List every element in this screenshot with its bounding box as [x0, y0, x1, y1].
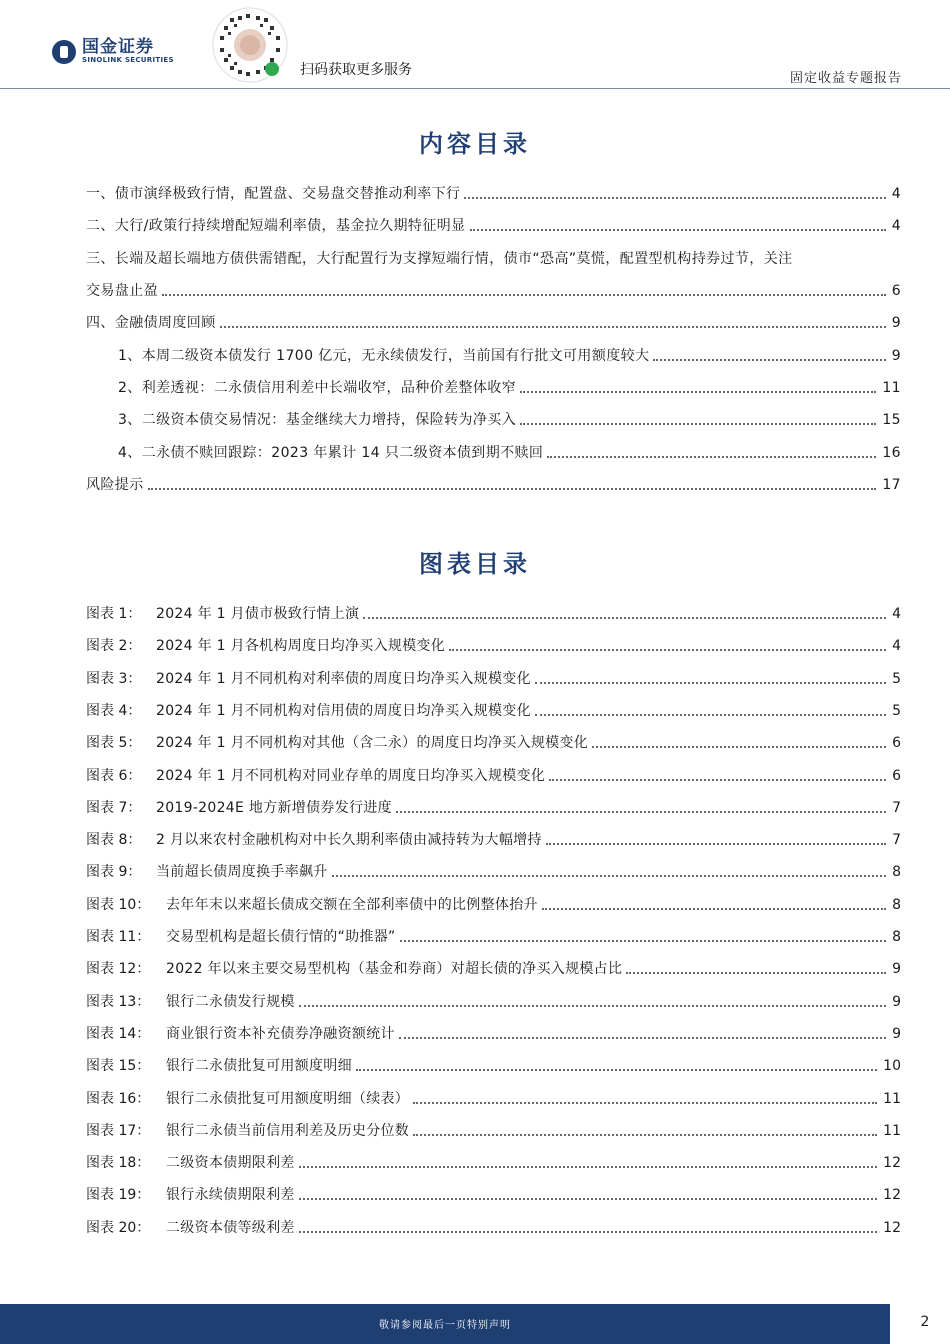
toc-item-page: 4: [891, 186, 901, 202]
dot-leader: [299, 1231, 877, 1233]
figure-label: 图表 16：: [86, 1091, 151, 1107]
figure-page: 8: [892, 864, 901, 880]
figure-label: 图表 20：: [86, 1220, 151, 1236]
figure-list-item[interactable]: [86, 862, 901, 882]
dot-leader: [520, 423, 876, 425]
figure-label: 图表 1：: [86, 606, 142, 622]
toc-item-page: 6: [891, 283, 901, 299]
toc-item-page: 17: [882, 477, 901, 493]
dot-leader: [396, 811, 886, 813]
toc-item[interactable]: [86, 216, 901, 236]
dot-leader: [299, 1166, 877, 1168]
figure-page: 4: [892, 638, 901, 654]
dot-leader: [299, 1198, 877, 1200]
dot-leader: [542, 908, 886, 910]
figure-label: 图表 14：: [86, 1026, 151, 1042]
logo-chinese-name: 国金证券: [82, 37, 154, 57]
figure-list-item[interactable]: [86, 1121, 901, 1141]
toc-item-text: 3、二级资本债交易情况：基金继续大力增持，保险转为净买入: [118, 412, 517, 428]
toc-item-page: 9: [891, 315, 901, 331]
figure-page: 6: [892, 768, 901, 784]
figure-label: 图表 15：: [86, 1058, 151, 1074]
figure-page: 9: [892, 961, 901, 977]
figure-title: 银行二永债批复可用额度明细（续表）: [166, 1091, 410, 1107]
figure-title: 银行二永债批复可用额度明细: [166, 1058, 352, 1074]
figure-list-item[interactable]: [86, 927, 901, 947]
figure-list-item[interactable]: [86, 733, 901, 753]
dot-leader: [464, 197, 885, 199]
figure-list-item[interactable]: [86, 798, 901, 818]
figure-page: 9: [892, 1026, 901, 1042]
figure-label: 图表 5：: [86, 735, 142, 751]
dot-leader: [332, 875, 886, 877]
figure-list-item[interactable]: [86, 604, 901, 624]
figure-page: 6: [892, 735, 901, 751]
qr-code-icon[interactable]: [210, 6, 290, 84]
figure-title: 交易型机构是超长债行情的“助推器”: [166, 929, 396, 945]
toc-item-page: 4: [891, 218, 901, 234]
figure-label: 图表 13：: [86, 994, 151, 1010]
figure-label: 图表 2：: [86, 638, 142, 654]
figure-page: 4: [892, 606, 901, 622]
toc-subitem[interactable]: [118, 378, 901, 398]
dot-leader: [299, 1005, 886, 1007]
figure-page: 12: [883, 1220, 901, 1236]
toc-item-text: 三、长端及超长端地方债供需错配，大行配置行为支撑短端行情，债市“恐高”莫慌，配置型机构持券过节，关注: [86, 251, 793, 267]
dot-leader: [547, 456, 876, 458]
footer-disclaimer: 敬请参阅最后一页特别声明: [379, 1320, 511, 1331]
figure-list-item[interactable]: [86, 1185, 901, 1205]
logo-english-name: SINOLINK SECURITIES: [82, 56, 174, 64]
figure-list-item[interactable]: [86, 1024, 901, 1044]
dot-leader: [413, 1102, 877, 1104]
toc-subitem[interactable]: [118, 410, 901, 430]
toc-item-page: 15: [882, 412, 901, 428]
figure-title: 二级资本债期限利差: [166, 1155, 295, 1171]
figure-label: 图表 11：: [86, 929, 151, 945]
toc-item-text: 一、债市演绎极致行情，配置盘、交易盘交替推动利率下行: [86, 186, 461, 202]
toc-item-text: 四、金融债周度回顾: [86, 315, 216, 331]
figure-list-item[interactable]: [86, 959, 901, 979]
figure-label: 图表 10：: [86, 897, 151, 913]
sinolink-logo-icon: [52, 40, 76, 64]
figure-title: 银行永续债期限利差: [166, 1187, 295, 1203]
figure-title: 2019-2024E 地方新增债券发行进度: [156, 800, 392, 816]
dot-leader: [546, 843, 886, 845]
toc-item[interactable]: [86, 249, 901, 269]
figure-label: 图表 6：: [86, 768, 142, 784]
figure-title: 2024 年 1 月不同机构对同业存单的周度日均净买入规模变化: [156, 768, 546, 784]
figure-list-item[interactable]: [86, 1089, 901, 1109]
figure-list-item[interactable]: [86, 636, 901, 656]
report-type-label: 固定收益专题报告: [789, 71, 902, 86]
figure-list-item[interactable]: [86, 992, 901, 1012]
figure-title: 银行二永债发行规模: [166, 994, 295, 1010]
figure-page: 11: [883, 1091, 901, 1107]
dot-leader: [162, 294, 886, 296]
page-number: 2: [920, 1314, 930, 1330]
toc-item[interactable]: [86, 313, 901, 333]
toc-subitem[interactable]: [118, 346, 901, 366]
figure-label: 图表 3：: [86, 671, 142, 687]
figure-title: 去年年末以来超长债成交额在全部利率债中的比例整体抬升: [166, 897, 538, 913]
toc-item-text: 1、本周二级资本债发行 1700 亿元，无永续债发行，当前国有行批文可用额度较大: [118, 348, 650, 364]
dot-leader: [148, 488, 877, 490]
toc-item-page: 11: [882, 380, 901, 396]
dot-leader: [413, 1134, 877, 1136]
figure-title: 2024 年 1 月不同机构对信用债的周度日均净买入规模变化: [156, 703, 531, 719]
scan-prompt-text: 扫码获取更多服务: [300, 62, 412, 78]
figure-title: 银行二永债当前信用利差及历史分位数: [166, 1123, 410, 1139]
dot-leader: [549, 779, 886, 781]
figure-label: 图表 8：: [86, 832, 142, 848]
figure-label: 图表 9：: [86, 864, 142, 880]
toc-item-text: 风险提示: [86, 477, 144, 493]
figure-title: 2024 年 1 月各机构周度日均净买入规模变化: [156, 638, 446, 654]
figure-page: 7: [892, 832, 901, 848]
figure-label: 图表 17：: [86, 1123, 151, 1139]
dot-leader: [399, 1037, 886, 1039]
figure-page: 12: [883, 1187, 901, 1203]
figure-list-item[interactable]: [86, 895, 901, 915]
dot-leader: [520, 391, 876, 393]
figure-title: 2024 年 1 月债市极致行情上演: [156, 606, 360, 622]
page-header: [0, 0, 950, 92]
figure-list-item[interactable]: [86, 766, 901, 786]
figure-label: 图表 7：: [86, 800, 142, 816]
figure-page: 9: [892, 994, 901, 1010]
figure-label: 图表 19：: [86, 1187, 151, 1203]
figure-title: 2024 年 1 月不同机构对利率债的周度日均净买入规模变化: [156, 671, 531, 687]
dot-leader: [653, 359, 885, 361]
dot-leader: [400, 940, 886, 942]
toc-item[interactable]: [86, 184, 901, 204]
figure-page: 12: [883, 1155, 901, 1171]
toc-item-text: 2、利差透视：二永债信用利差中长端收窄，品种价差整体收窄: [118, 380, 517, 396]
toc-item-text: 交易盘止盈: [86, 283, 158, 299]
figure-title: 二级资本债等级利差: [166, 1220, 295, 1236]
toc-subitem[interactable]: [118, 443, 901, 463]
toc-item[interactable]: [86, 475, 901, 495]
dot-leader: [535, 682, 886, 684]
header-divider: [0, 88, 950, 89]
company-logo: [52, 38, 174, 65]
figure-label: 图表 18：: [86, 1155, 151, 1171]
figure-page: 5: [892, 671, 901, 687]
toc-title: 内容目录: [419, 130, 531, 158]
figure-page: 5: [892, 703, 901, 719]
figure-page: 11: [883, 1123, 901, 1139]
figure-title: 当前超长债周度换手率飙升: [156, 864, 328, 880]
dot-leader: [363, 617, 886, 619]
figure-label: 图表 4：: [86, 703, 142, 719]
dot-leader: [626, 972, 886, 974]
figure-list-item[interactable]: [86, 1153, 901, 1173]
dot-leader: [592, 746, 886, 748]
figure-list-item[interactable]: [86, 701, 901, 721]
toc-item-text: 二、大行/政策行持续增配短端利率债，基金拉久期特征明显: [86, 218, 466, 234]
toc-item-text: 4、二永债不赎回跟踪：2023 年累计 14 只二级资本债到期不赎回: [118, 445, 544, 461]
figures-title: 图表目录: [419, 550, 531, 578]
dot-leader: [449, 649, 886, 651]
toc-item-page: 16: [882, 445, 901, 461]
figure-page: 7: [892, 800, 901, 816]
dot-leader: [535, 714, 886, 716]
figure-list-item[interactable]: [86, 1056, 901, 1076]
figure-title: 商业银行资本补充债券净融资额统计: [166, 1026, 395, 1042]
figure-title: 2024 年 1 月不同机构对其他（含二永）的周度日均净买入规模变化: [156, 735, 589, 751]
dot-leader: [356, 1069, 877, 1071]
figure-page: 8: [892, 897, 901, 913]
figure-list-item[interactable]: [86, 669, 901, 689]
figure-page: 10: [883, 1058, 901, 1074]
figure-page: 8: [892, 929, 901, 945]
figure-title: 2 月以来农村金融机构对中长久期利率债由减持转为大幅增持: [156, 832, 542, 848]
figure-list-item[interactable]: [86, 830, 901, 850]
toc-item-continued[interactable]: [86, 281, 901, 301]
dot-leader: [220, 326, 886, 328]
toc-item-page: 9: [891, 348, 901, 364]
figure-label: 图表 12：: [86, 961, 151, 977]
figure-list-item[interactable]: [86, 1218, 901, 1238]
dot-leader: [470, 229, 886, 231]
figure-title: 2022 年以来主要交易型机构（基金和券商）对超长债的净买入规模占比: [166, 961, 623, 977]
